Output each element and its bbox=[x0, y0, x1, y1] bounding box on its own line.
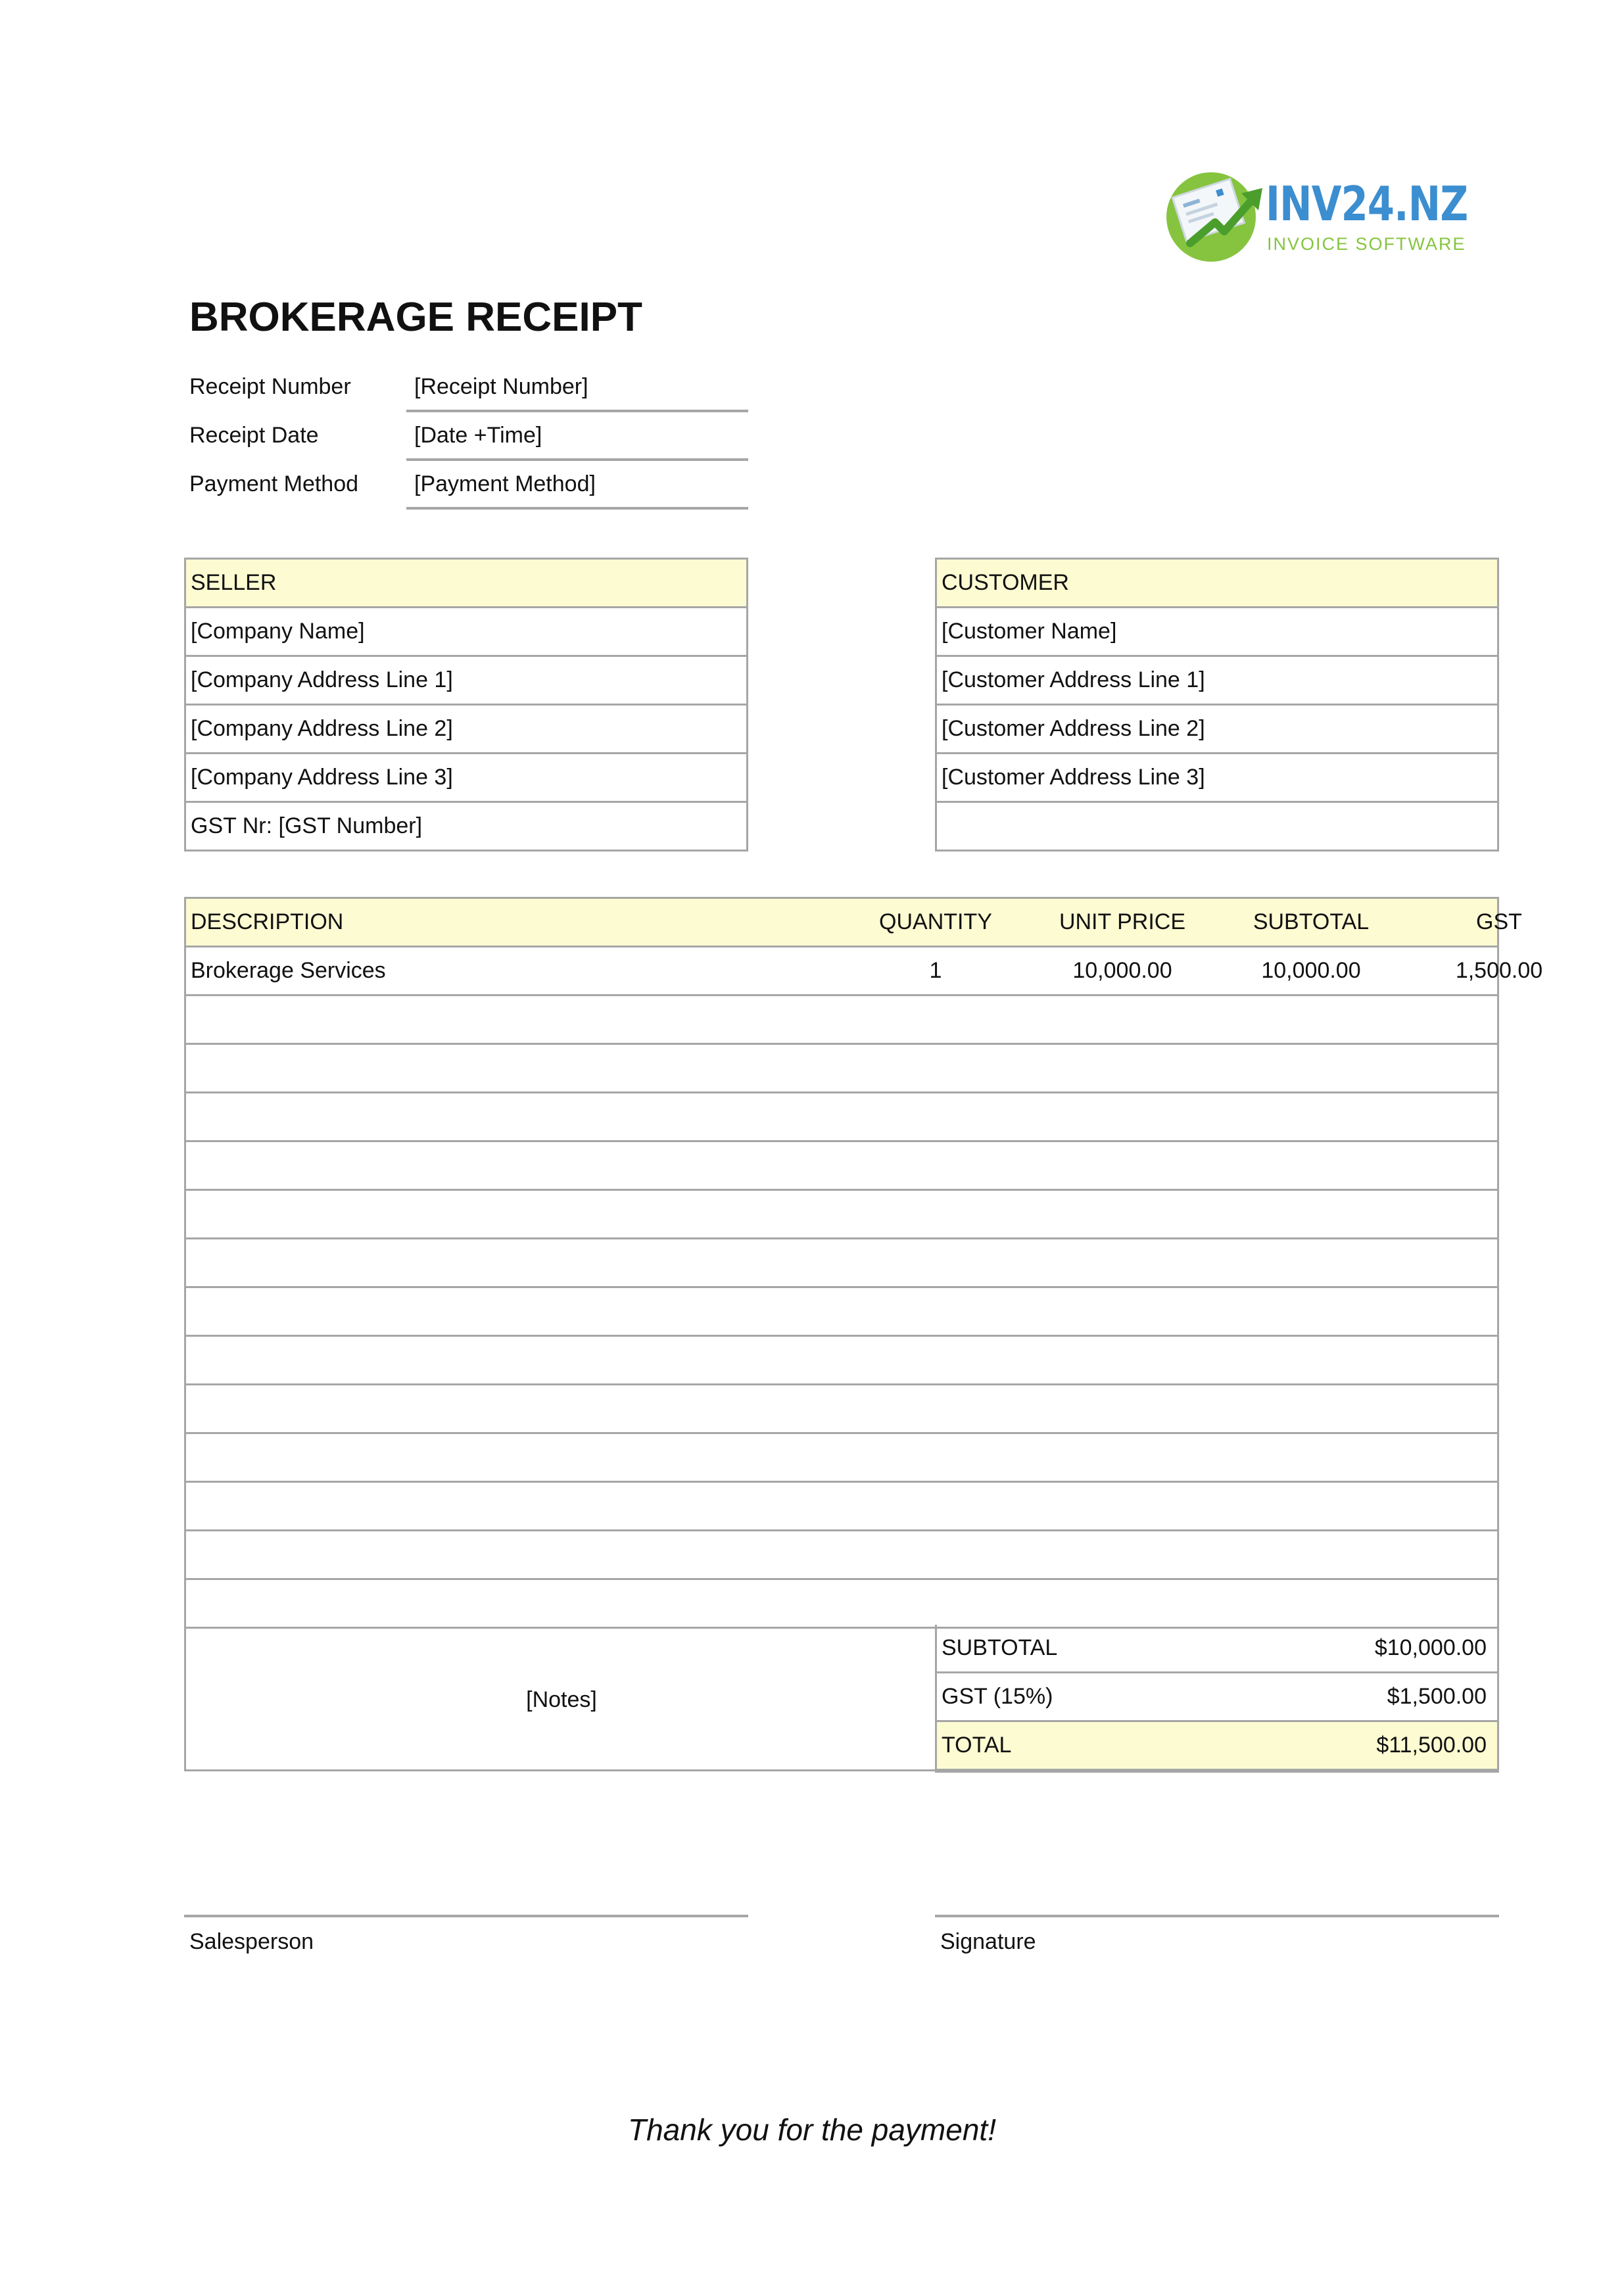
customer-address-line-3[interactable]: [Customer Address Line 3] bbox=[937, 754, 1497, 803]
items-table bbox=[184, 897, 1543, 1629]
logo-name: INV24.NZ bbox=[1266, 176, 1468, 231]
customer-name[interactable]: [Customer Name] bbox=[937, 608, 1497, 657]
receipt-date-value: [Date +Time] bbox=[414, 423, 542, 448]
table-row[interactable] bbox=[186, 996, 1497, 1045]
payment-method-label: Payment Method bbox=[189, 471, 359, 496]
document-title: BROKERAGE RECEIPT bbox=[189, 295, 642, 340]
salesperson-label: Salesperson bbox=[189, 1929, 314, 1954]
cell-quantity: 1 bbox=[929, 958, 942, 983]
signature-label: Signature bbox=[940, 1929, 1036, 1954]
table-row[interactable] bbox=[186, 1142, 1497, 1191]
receipt-date-row bbox=[189, 414, 748, 461]
seller-company-name[interactable]: [Company Name] bbox=[186, 608, 746, 657]
notes-text: [Notes] bbox=[526, 1687, 597, 1712]
gst-value: $1,500.00 bbox=[1387, 1684, 1487, 1709]
seller-gst-number[interactable]: GST Nr: [GST Number] bbox=[186, 803, 746, 851]
customer-box bbox=[935, 558, 1499, 851]
seller-address-line-1[interactable]: [Company Address Line 1] bbox=[186, 657, 746, 706]
seller-address-line-3[interactable]: [Company Address Line 3] bbox=[186, 754, 746, 803]
logo-tagline: INVOICE SOFTWARE bbox=[1267, 234, 1466, 254]
payment-method-value: [Payment Method] bbox=[414, 471, 596, 496]
receipt-number-field[interactable] bbox=[406, 365, 748, 412]
totals-total-row bbox=[937, 1722, 1497, 1771]
column-header-description: DESCRIPTION bbox=[191, 909, 344, 934]
payment-method-field[interactable] bbox=[406, 462, 748, 510]
items-header-row bbox=[186, 899, 1522, 947]
table-row[interactable] bbox=[186, 1580, 1497, 1629]
totals-subtotal-row bbox=[937, 1625, 1497, 1673]
total-label: TOTAL bbox=[942, 1733, 1012, 1758]
totals-gst-row bbox=[937, 1673, 1497, 1722]
column-header-quantity: QUANTITY bbox=[879, 909, 992, 934]
table-row[interactable] bbox=[186, 1434, 1497, 1483]
table-row[interactable] bbox=[186, 1288, 1497, 1337]
cell-gst: 1,500.00 bbox=[1455, 958, 1543, 983]
salesperson-signature-line[interactable] bbox=[184, 1915, 748, 1917]
seller-heading: SELLER bbox=[186, 560, 746, 608]
table-row[interactable] bbox=[186, 1483, 1497, 1531]
table-row[interactable] bbox=[186, 1239, 1497, 1288]
table-row[interactable] bbox=[186, 1191, 1497, 1239]
receipt-date-field[interactable] bbox=[406, 414, 748, 461]
logo-emblem-icon bbox=[1164, 164, 1269, 270]
table-row[interactable] bbox=[186, 1385, 1497, 1434]
seller-address-line-2[interactable]: [Company Address Line 2] bbox=[186, 706, 746, 754]
customer-heading: CUSTOMER bbox=[937, 560, 1497, 608]
table-row[interactable] bbox=[186, 1531, 1497, 1580]
table-row[interactable] bbox=[186, 1093, 1497, 1142]
notes-box[interactable] bbox=[184, 1625, 937, 1771]
total-value: $11,500.00 bbox=[1376, 1733, 1487, 1758]
thank-you-message: Thank you for the payment! bbox=[628, 2113, 996, 2147]
totals-box bbox=[935, 1625, 1499, 1773]
subtotal-label: SUBTOTAL bbox=[942, 1635, 1058, 1660]
cell-subtotal: 10,000.00 bbox=[1261, 958, 1361, 983]
receipt-number-label: Receipt Number bbox=[189, 374, 351, 399]
company-logo bbox=[1164, 164, 1473, 270]
table-row[interactable] bbox=[186, 1045, 1497, 1093]
customer-signature-line[interactable] bbox=[935, 1915, 1499, 1917]
receipt-date-label: Receipt Date bbox=[189, 423, 319, 448]
customer-address-line-2[interactable]: [Customer Address Line 2] bbox=[937, 706, 1497, 754]
column-header-subtotal: SUBTOTAL bbox=[1253, 909, 1370, 934]
column-header-gst: GST bbox=[1476, 909, 1522, 934]
seller-box bbox=[184, 558, 748, 851]
payment-method-row bbox=[189, 462, 748, 510]
customer-address-line-1[interactable]: [Customer Address Line 1] bbox=[937, 657, 1497, 706]
subtotal-value: $10,000.00 bbox=[1374, 1635, 1487, 1660]
cell-unit-price: 10,000.00 bbox=[1072, 958, 1172, 983]
receipt-number-value: [Receipt Number] bbox=[414, 374, 588, 399]
column-header-unit-price: UNIT PRICE bbox=[1059, 909, 1186, 934]
receipt-number-row bbox=[189, 365, 748, 412]
cell-description: Brokerage Services bbox=[191, 958, 386, 983]
table-row[interactable] bbox=[186, 947, 1543, 996]
gst-label: GST (15%) bbox=[942, 1684, 1053, 1709]
customer-extra-line[interactable] bbox=[937, 803, 1497, 851]
table-row[interactable] bbox=[186, 1337, 1497, 1385]
